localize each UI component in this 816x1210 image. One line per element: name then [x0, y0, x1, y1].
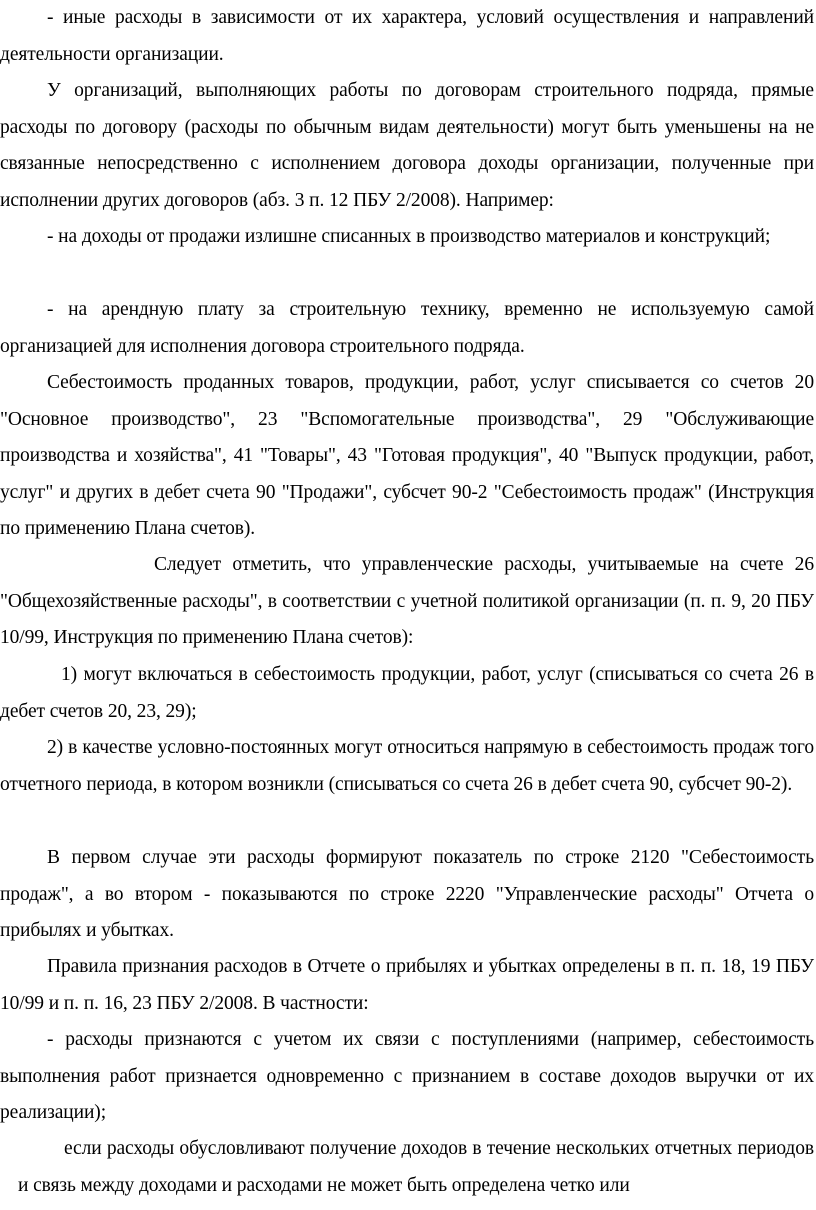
- paragraph-cost-of-sales: Себестоимость проданных товаров, продукции, работ, услуг списывается со счетов 20 "Основное производство", 23 "Вспомогательные производства", 29 "Обслуживающие производства и хозяйства", 41 "Товары", 43 "Готовая продукция", 40 "Выпуск продукции, работ, услуг" и других в дебет счета 90 "Продажи", субсчет 90-2 "Себестоимость продаж" (Инструкция по применению Плана счетов).: [0, 372, 814, 540]
- list-item-recognition-matching: - расходы признаются с учетом их связи с поступлениями (например, себестоимость выполнения работ признается одновременно с признанием в составе доходов выручки от их реализации);: [0, 1029, 814, 1124]
- paragraph-report-lines: В первом случае эти расходы формируют показатель по строке 2120 "Себестоимость продаж", а во втором - показываются по строке 2220 "Управленческие расходы" Отчета о прибылях и убытках.: [0, 847, 814, 942]
- list-item-option-2: 2) в качестве условно-постоянных могут относиться напрямую в себестоимость продаж того отчетного периода, в котором возникли (списываться со счета 26 в дебет счета 90, субсчет 90-2).: [0, 737, 814, 795]
- paragraph-recognition-rules: Правила признания расходов в Отчете о прибылях и убытках определены в п. п. 18, 19 ПБУ 10/99 и п. п. 16, 23 ПБУ 2/2008. В частности:: [0, 956, 814, 1014]
- list-item-material-sales: - на доходы от продажи излишне списанных в производство материалов и конструкций;: [47, 226, 771, 247]
- list-item-recognition-periods: если расходы обусловливают получение доходов в течение нескольких отчетных периодов и связь между доходами и расходами не может быть определена четко или: [18, 1138, 814, 1196]
- paragraph-construction-contracts: У организаций, выполняющих работы по договорам строительного подряда, прямые расходы по договору (расходы по обычным видам деятельности) могут быть уменьшены на не связанные непосредственно с исполнением договора доходы организации, полученные при исполнении других договоров (абз. 3 п. 12 ПБУ 2/2008). Например:: [0, 80, 814, 211]
- paragraph-management-expenses: Следует отметить, что управленческие расходы, учитываемые на счете 26 "Общехозяйственные расходы", в соответствии с учетной политикой организации (п. п. 9, 20 ПБУ 10/99, Инструкция по применению Плана счетов):: [0, 554, 814, 649]
- list-item-equipment-rent: - на арендную плату за строительную технику, временно не используемую самой организацией для исполнения договора строительного подряда.: [0, 299, 814, 357]
- list-item-option-1: 1) могут включаться в себестоимость продукции, работ, услуг (списываться со счета 26 в дебет счетов 20, 23, 29);: [0, 664, 814, 722]
- paragraph-other-expenses: - иные расходы в зависимости от их характера, условий осуществления и направлений деятельности организации.: [0, 7, 814, 65]
